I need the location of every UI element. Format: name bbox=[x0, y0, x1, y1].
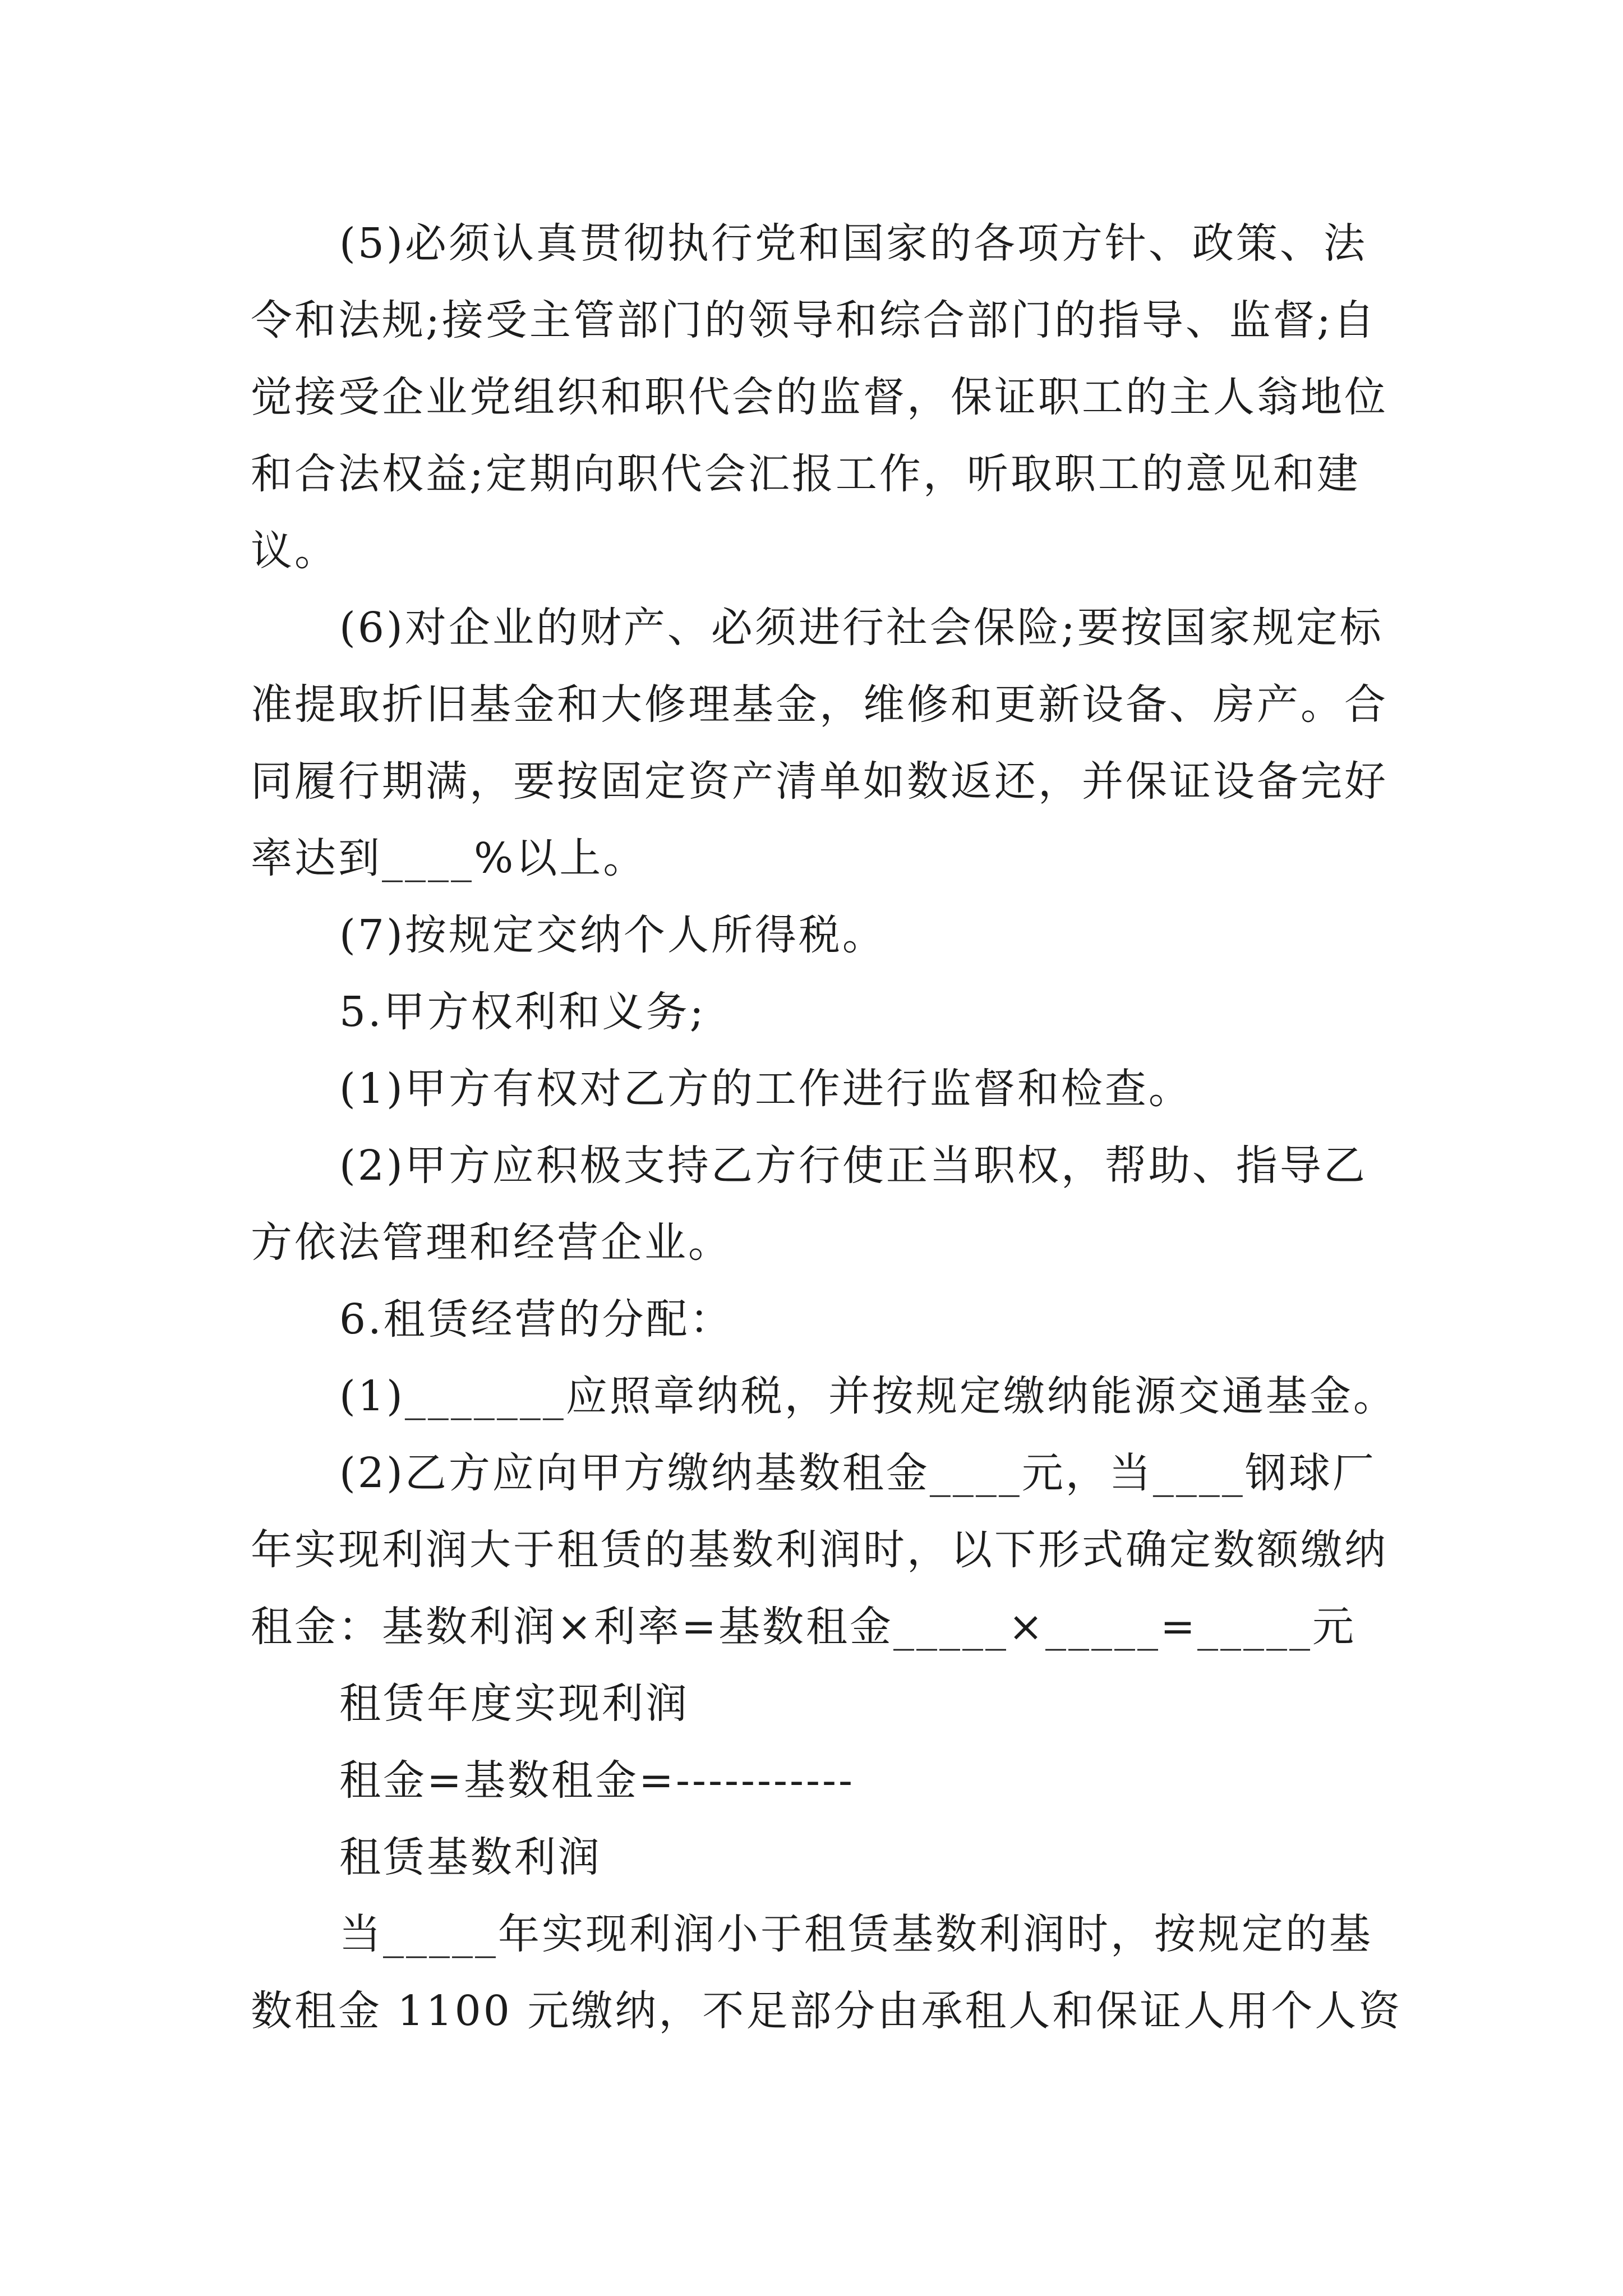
text-line: 方依法管理和经营企业。 bbox=[251, 1218, 732, 1267]
section-heading: 5.甲方权利和义务; bbox=[339, 988, 706, 1036]
text-line: 准提取折旧基金和大修理基金，维修和更新设备、房产。合 bbox=[251, 680, 1388, 729]
formula-numerator: 租赁年度实现利润 bbox=[339, 1680, 689, 1728]
text-line: (2)甲方应积极支持乙方行使正当职权，帮助、指导乙 bbox=[339, 1142, 1367, 1190]
text-line: (5)必须认真贯彻执行党和国家的各项方针、政策、法 bbox=[339, 219, 1367, 268]
text-line: (7)按规定交纳个人所得税。 bbox=[339, 911, 886, 959]
text-line: (1)甲方有权对乙方的工作进行监督和检查。 bbox=[339, 1065, 1192, 1113]
text-line: 和合法权益;定期向职代会汇报工作，听取职工的意见和建 bbox=[251, 450, 1361, 498]
text-line: 觉接受企业党组织和职代会的监督，保证职工的主人翁地位 bbox=[251, 373, 1388, 421]
text-line: (1)_______应照章纳税，并按规定缴纳能源交通基金。 bbox=[339, 1372, 1397, 1420]
text-line: (6)对企业的财产、必须进行社会保险;要按国家规定标 bbox=[339, 604, 1384, 652]
text-line: 数租金 1100 元缴纳，不足部分由承租人和保证人用个人资 bbox=[251, 1987, 1403, 2035]
text-line: 议。 bbox=[251, 527, 338, 575]
text-line: (2)乙方应向甲方缴纳基数租金____元，当____钢球厂 bbox=[339, 1449, 1376, 1497]
section-heading: 6.租赁经营的分配： bbox=[339, 1295, 734, 1343]
formula-line: 租金=基数租金=----------- bbox=[339, 1756, 855, 1805]
text-line: 年实现利润大于租赁的基数利润时，以下形式确定数额缴纳 bbox=[251, 1526, 1388, 1574]
formula-denominator: 租赁基数利润 bbox=[339, 1833, 602, 1881]
text-line: 同履行期满，要按固定资产清单如数返还，并保证设备完好 bbox=[251, 757, 1388, 806]
text-line: 令和法规;接受主管部门的领导和综合部门的指导、监督;自 bbox=[251, 296, 1377, 344]
text-line: 率达到____%以上。 bbox=[251, 834, 647, 882]
text-line: 当_____年实现利润小于租赁基数利润时，按规定的基 bbox=[339, 1910, 1373, 1958]
formula-line: 租金：基数利润×利率=基数租金_____×_____=_____元 bbox=[251, 1603, 1357, 1651]
